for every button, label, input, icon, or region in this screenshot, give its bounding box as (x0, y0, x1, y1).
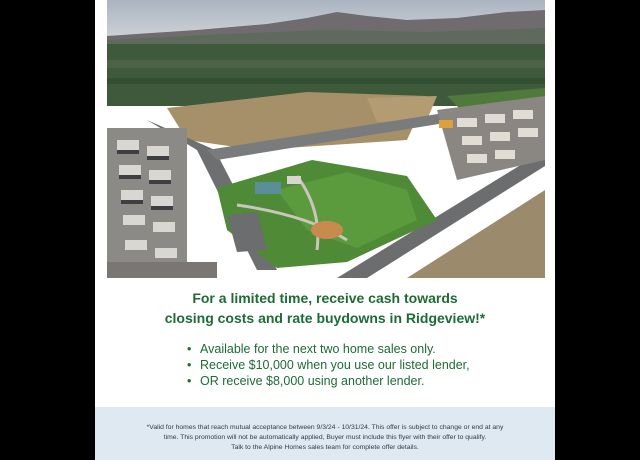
bullet-item: • Available for the next two home sales only. (187, 341, 527, 357)
disclaimer-line-1: *Valid for homes that reach mutual acceptance between 9/3/24 - 10/31/24. This offer is subject to change or end at any (146, 424, 504, 431)
left-black-margin (0, 0, 95, 460)
offer-bullet-list (187, 341, 527, 389)
disclaimer-line-2: time. This promotion will not be automatically applied, Buyer must include this flyer with their offer to qualify. (163, 434, 487, 441)
disclaimer-line-3: Talk to the Alpine Homes sales team for complete offer details. (231, 444, 419, 451)
bullet-item-continuation: • OR receive $8,000 using another lender. (187, 373, 527, 389)
aerial-photo (107, 0, 545, 278)
bullet-item: • Receive $10,000 when you use our listed lender, (187, 357, 527, 373)
disclaimer-text (109, 423, 541, 453)
offer-headline (95, 288, 555, 328)
aerial-illustration (107, 0, 545, 278)
headline-line-2: closing costs and rate buydowns in Ridgeview!* (164, 310, 486, 326)
promo-flyer (95, 0, 555, 460)
headline-line-1: For a limited time, receive cash towards (192, 290, 458, 306)
right-black-margin (545, 0, 640, 460)
